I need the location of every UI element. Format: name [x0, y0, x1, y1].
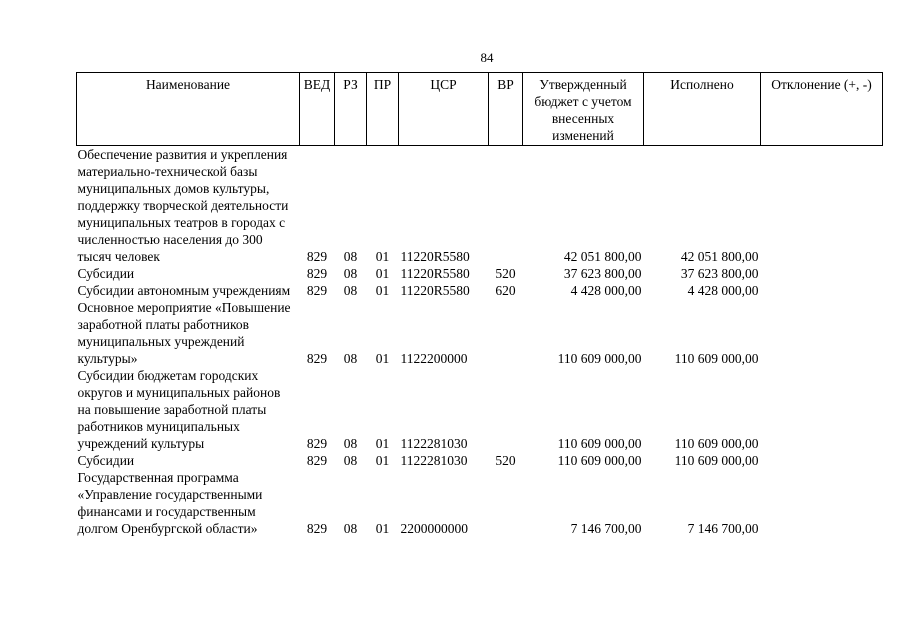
table-row	[77, 146, 883, 266]
header-rz: РЗ	[335, 73, 367, 146]
header-name: Наименование	[77, 73, 300, 146]
row-vr: 620	[495, 283, 516, 298]
row-vr	[489, 299, 523, 367]
row-pr: 01	[375, 351, 390, 366]
row-approved: 7 146 700,00	[570, 521, 642, 536]
row-csr: 11220R5580	[400, 249, 470, 264]
row-deviation	[761, 452, 883, 469]
row-rz: 08	[343, 521, 358, 536]
row-name: Субсидии	[77, 266, 135, 281]
row-executed: 42 051 800,00	[680, 249, 759, 264]
row-ved: 829	[306, 266, 328, 281]
row-pr: 01	[375, 436, 390, 451]
table-row	[77, 299, 883, 367]
row-vr: 520	[495, 266, 516, 281]
row-executed: 4 428 000,00	[687, 283, 759, 298]
row-csr: 1122281030	[400, 436, 468, 451]
row-pr: 01	[375, 521, 390, 536]
row-approved: 42 051 800,00	[563, 249, 642, 264]
header-ved: ВЕД	[300, 73, 335, 146]
table-body	[77, 146, 883, 538]
row-csr: 1122200000	[400, 351, 468, 366]
header-pr: ПР	[367, 73, 399, 146]
row-ved: 829	[306, 283, 328, 298]
row-csr: 1122281030	[400, 453, 468, 468]
row-deviation	[761, 265, 883, 282]
header-vr: ВР	[489, 73, 523, 146]
row-ved: 829	[306, 436, 328, 451]
row-rz: 08	[343, 351, 358, 366]
row-executed: 110 609 000,00	[674, 351, 759, 366]
table-row	[77, 265, 883, 282]
header-executed: Исполнено	[644, 73, 761, 146]
row-approved: 110 609 000,00	[557, 453, 642, 468]
row-name: Субсидии	[77, 453, 135, 468]
row-deviation	[761, 367, 883, 452]
table-row	[77, 282, 883, 299]
budget-execution-table	[76, 72, 883, 537]
row-ved: 829	[306, 453, 328, 468]
row-deviation	[761, 146, 883, 266]
row-rz: 08	[343, 266, 358, 281]
table-header	[77, 73, 883, 146]
row-deviation	[761, 282, 883, 299]
row-name: Государственная программа «Управление государственными финансами и государственным долгом Оренбургской области»	[77, 470, 263, 536]
row-vr	[489, 146, 523, 266]
header-approved: Утвержденный бюджет с учетом внесенных изменений	[523, 73, 644, 146]
row-approved: 110 609 000,00	[557, 436, 642, 451]
row-csr: 11220R5580	[400, 266, 470, 281]
row-approved: 4 428 000,00	[570, 283, 642, 298]
row-vr: 520	[495, 453, 516, 468]
row-name: Обеспечение развития и укрепления материально-технической базы муниципальных домов культуры, поддержку творческой деятельности муниципальных театров в городах с численностью населения до 300 тысяч человек	[77, 147, 289, 264]
row-executed: 37 623 800,00	[680, 266, 759, 281]
row-vr	[489, 469, 523, 537]
row-csr: 11220R5580	[400, 283, 470, 298]
row-rz: 08	[343, 436, 358, 451]
row-executed: 110 609 000,00	[674, 453, 759, 468]
row-ved: 829	[306, 521, 328, 536]
table-row	[77, 367, 883, 452]
row-name: Субсидии бюджетам городских округов и муниципальных районов на повышение заработной платы работников муниципальных учреждений культуры	[77, 368, 281, 451]
row-approved: 110 609 000,00	[557, 351, 642, 366]
page-number: 84	[480, 50, 494, 65]
row-pr: 01	[375, 249, 390, 264]
row-rz: 08	[343, 453, 358, 468]
row-executed: 7 146 700,00	[687, 521, 759, 536]
row-vr	[489, 367, 523, 452]
row-name: Субсидии автономным учреждениям	[77, 283, 291, 298]
row-pr: 01	[375, 283, 390, 298]
row-name: Основное мероприятие «Повышение заработной платы работников муниципальных учреждений культуры»	[77, 300, 291, 366]
row-csr: 2200000000	[400, 521, 468, 536]
row-pr: 01	[375, 266, 390, 281]
header-csr: ЦСР	[399, 73, 489, 146]
row-pr: 01	[375, 453, 390, 468]
row-approved: 37 623 800,00	[563, 266, 642, 281]
table-row	[77, 469, 883, 537]
row-deviation	[761, 299, 883, 367]
row-ved: 829	[306, 249, 328, 264]
row-rz: 08	[343, 283, 358, 298]
row-executed: 110 609 000,00	[674, 436, 759, 451]
table-row	[77, 452, 883, 469]
header-deviation: Отклонение (+, -)	[761, 73, 883, 146]
row-deviation	[761, 469, 883, 537]
row-rz: 08	[343, 249, 358, 264]
row-ved: 829	[306, 351, 328, 366]
